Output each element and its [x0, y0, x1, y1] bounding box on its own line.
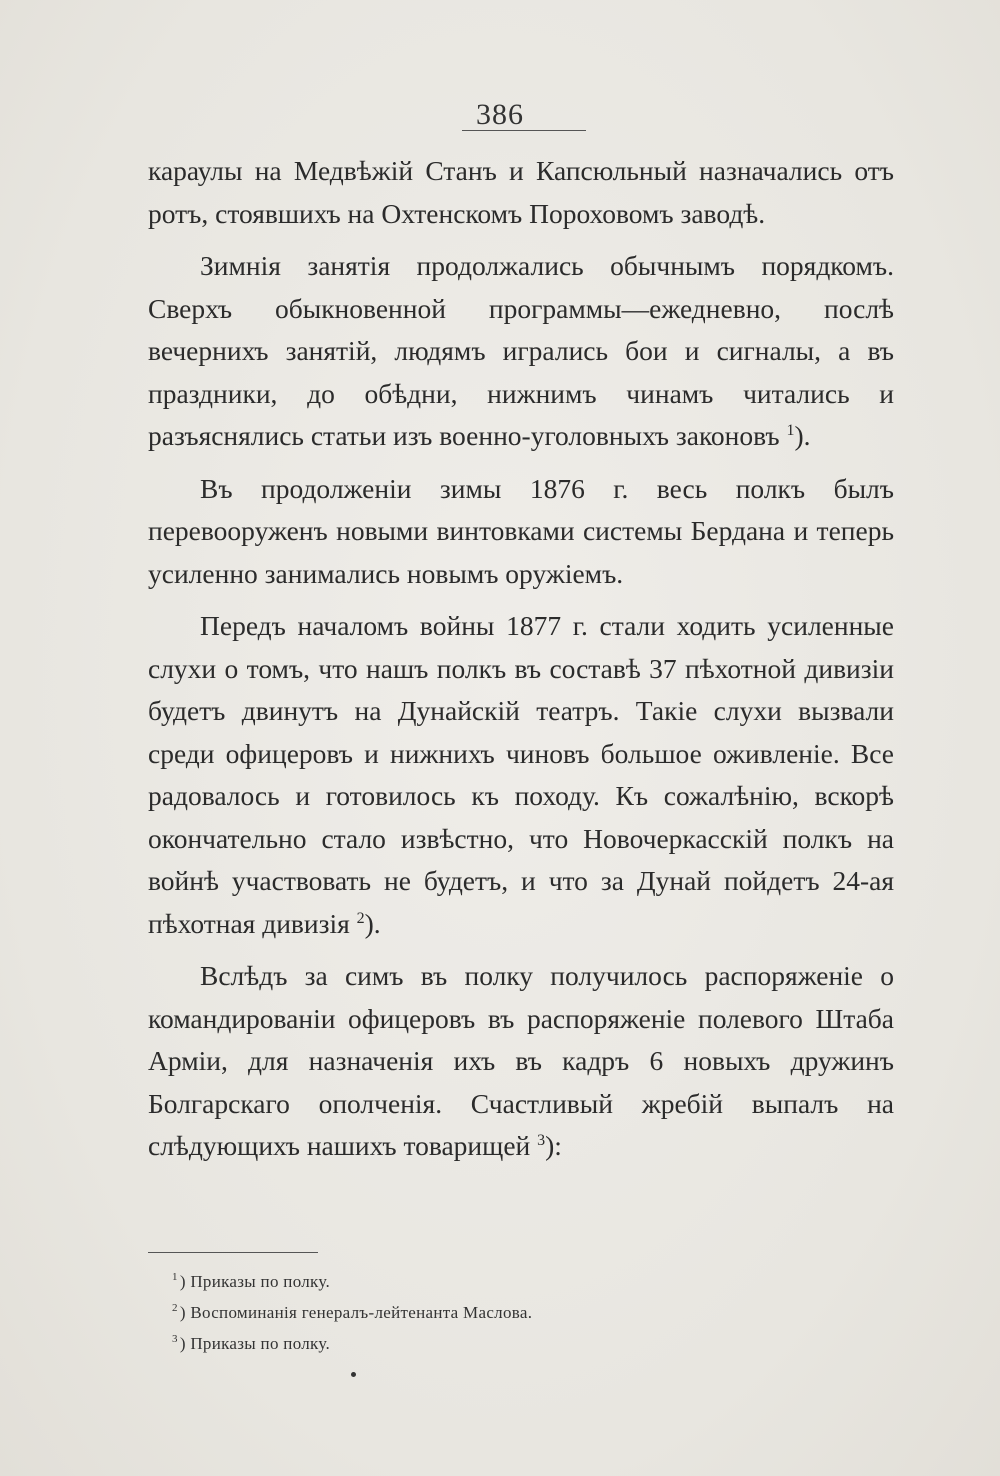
- footnote-rule: [148, 1252, 318, 1253]
- page-number: 386: [476, 98, 524, 131]
- footnote-2: [172, 1297, 872, 1328]
- footnote-reference-1[interactable]: 1: [786, 421, 795, 439]
- footnote-text: Приказы по полку.: [190, 1272, 331, 1291]
- paragraph-text: Зимнія занятія продолжались обычнымъ порядкомъ. Сверхъ обыкновенной программы—ежедневно, послѣ вечернихъ занятій, людямъ игрались бои и сигналы, а въ праздники, до обѣдни, нижнимъ чинамъ читались и разъяснялись статьи изъ военно-уголовныхъ законовъ: [148, 250, 894, 451]
- footnote-number: 2: [172, 1302, 178, 1315]
- paragraph-4: [148, 605, 894, 945]
- footnotes: [172, 1266, 872, 1359]
- paragraph-text: Вслѣдъ за симъ въ полку получилось распоряженіе о командированіи офицеровъ въ распоряженіе полевого Штаба Арміи, для назначенія ихъ въ кадръ 6 новыхъ дружинъ Болгарскаго ополченія. Счастливый жребій выпалъ на слѣдующихъ нашихъ товарищей: [148, 960, 894, 1161]
- footnote-text: Приказы по полку.: [190, 1334, 331, 1353]
- footnote-paren: ): [179, 1272, 186, 1291]
- paragraph-text-tail: ):: [545, 1130, 562, 1161]
- footnote-text: Воспоминанія генералъ-лейтенанта Маслова.: [190, 1303, 533, 1322]
- footnote-3: [172, 1328, 872, 1359]
- paragraph-text-tail: ).: [364, 907, 381, 939]
- printer-mark-dot: [351, 1372, 356, 1377]
- footnote-paren: ): [179, 1303, 186, 1322]
- paragraph-5: [148, 955, 894, 1168]
- footnote-1: [172, 1266, 872, 1297]
- paragraph-2: [148, 245, 894, 458]
- body-text: [148, 150, 894, 1168]
- footnote-reference-3[interactable]: 3: [537, 1131, 546, 1149]
- paragraph-3: [148, 468, 894, 596]
- footnote-paren: ): [179, 1334, 186, 1353]
- footnote-reference-2[interactable]: 2: [356, 909, 365, 927]
- footnote-number: 1: [172, 1271, 178, 1284]
- footnote-number: 3: [172, 1333, 178, 1346]
- paragraph-text: Передъ началомъ войны 1877 г. стали ходить усиленные слухи о томъ, что нашъ полкъ въ составѣ 37 пѣхотной дивизіи будетъ двинутъ на Дунайскій театръ. Такіе слухи вызвали среди офицеровъ и нижнихъ чиновъ большое оживленіе. Все радовалось и готовилось къ походу. Къ сожалѣнію, вскорѣ окончательно стало извѣстно, что Новочеркасскій полкъ на войнѣ участвовать не будетъ, и что за Дунай пойдетъ 24-ая пѣхотная дивизія: [148, 610, 894, 939]
- paragraph-text: Въ продолженіи зимы 1876 г. весь полкъ былъ перевооруженъ новыми винтовками системы Бердана и теперь усиленно занимались новымъ оружіемъ.: [148, 472, 894, 589]
- paragraph-1: [148, 150, 894, 235]
- paragraph-text-tail: ).: [794, 420, 811, 451]
- paragraph-text: караулы на Медвѣжій Станъ и Капсюльный назначались отъ ротъ, стоявшихъ на Охтенскомъ Пороховомъ заводѣ.: [148, 155, 894, 229]
- header-rule: [462, 130, 586, 131]
